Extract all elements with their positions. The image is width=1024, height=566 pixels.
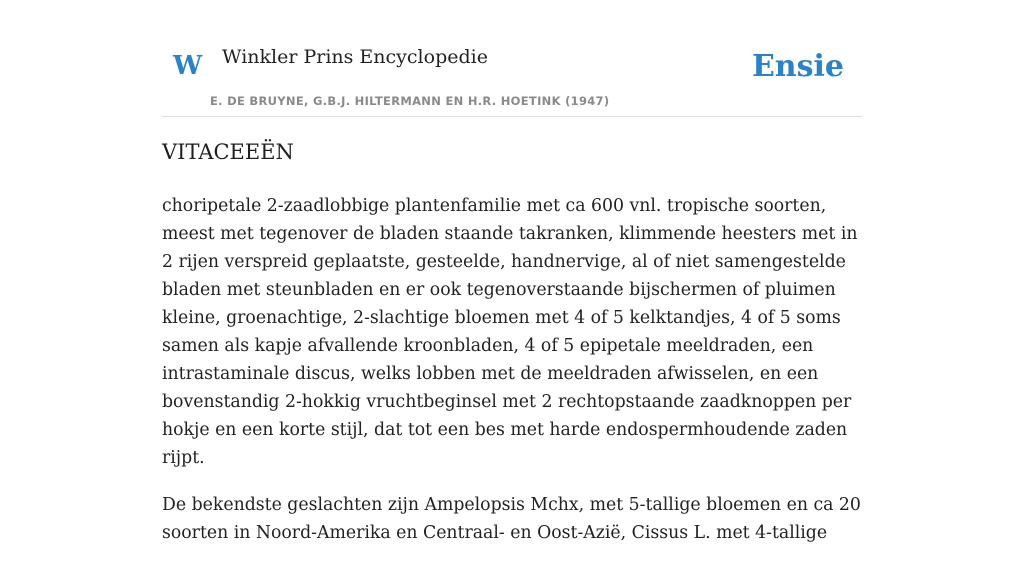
article-paragraph-1: choripetale 2-zaadlobbige plantenfamilie met ca 600 vnl. tropische soorten, meest met tegenover de bladen staande takranken, klimmende heesters met in 2 rijen verspreid geplaatste, gesteelde, handnervige, al of niet samengestelde bladen met steunbladen en er ook tegenoverstaande bijschermen of pluimen kleine, groenachtige, 2-slachtige bloemen met 4 of 5 kelktandjes, 4 of 5 soms samen als kapje afvallende kroonbladen, 4 of 5 epipetale meeldraden, een intrastaminale discus, welks lobben met de meeldraden afwisselen, en een bovenstandig 2-hokkig vruchtbeginsel met 2 rechtopstaande zaadknoppen per hokje en een korte stijl, dat tot een bes met harde endospermhoudende zaden rijpt. bbox=[162, 196, 858, 468]
article-body bbox=[162, 192, 862, 566]
site-title[interactable]: Winkler Prins Encyclopedie bbox=[222, 46, 488, 68]
article-title: VITACEEËN bbox=[162, 140, 294, 164]
site-header bbox=[162, 40, 862, 117]
article-paragraph-2: De bekendste geslachten zijn Ampelopsis Mchx, met 5-tallige bloemen en ca 20 soorten in Noord-Amerika en Centraal- en Oost-Azië, Cissus L. met 4-tallige bbox=[162, 495, 861, 543]
authors-line: E. DE BRUYNE, G.B.J. HILTERMANN EN H.R. HOETINK (1947) bbox=[210, 94, 610, 108]
ensie-logo-link[interactable]: Ensie bbox=[751, 49, 844, 84]
winkler-prins-logo[interactable]: W bbox=[173, 51, 203, 81]
